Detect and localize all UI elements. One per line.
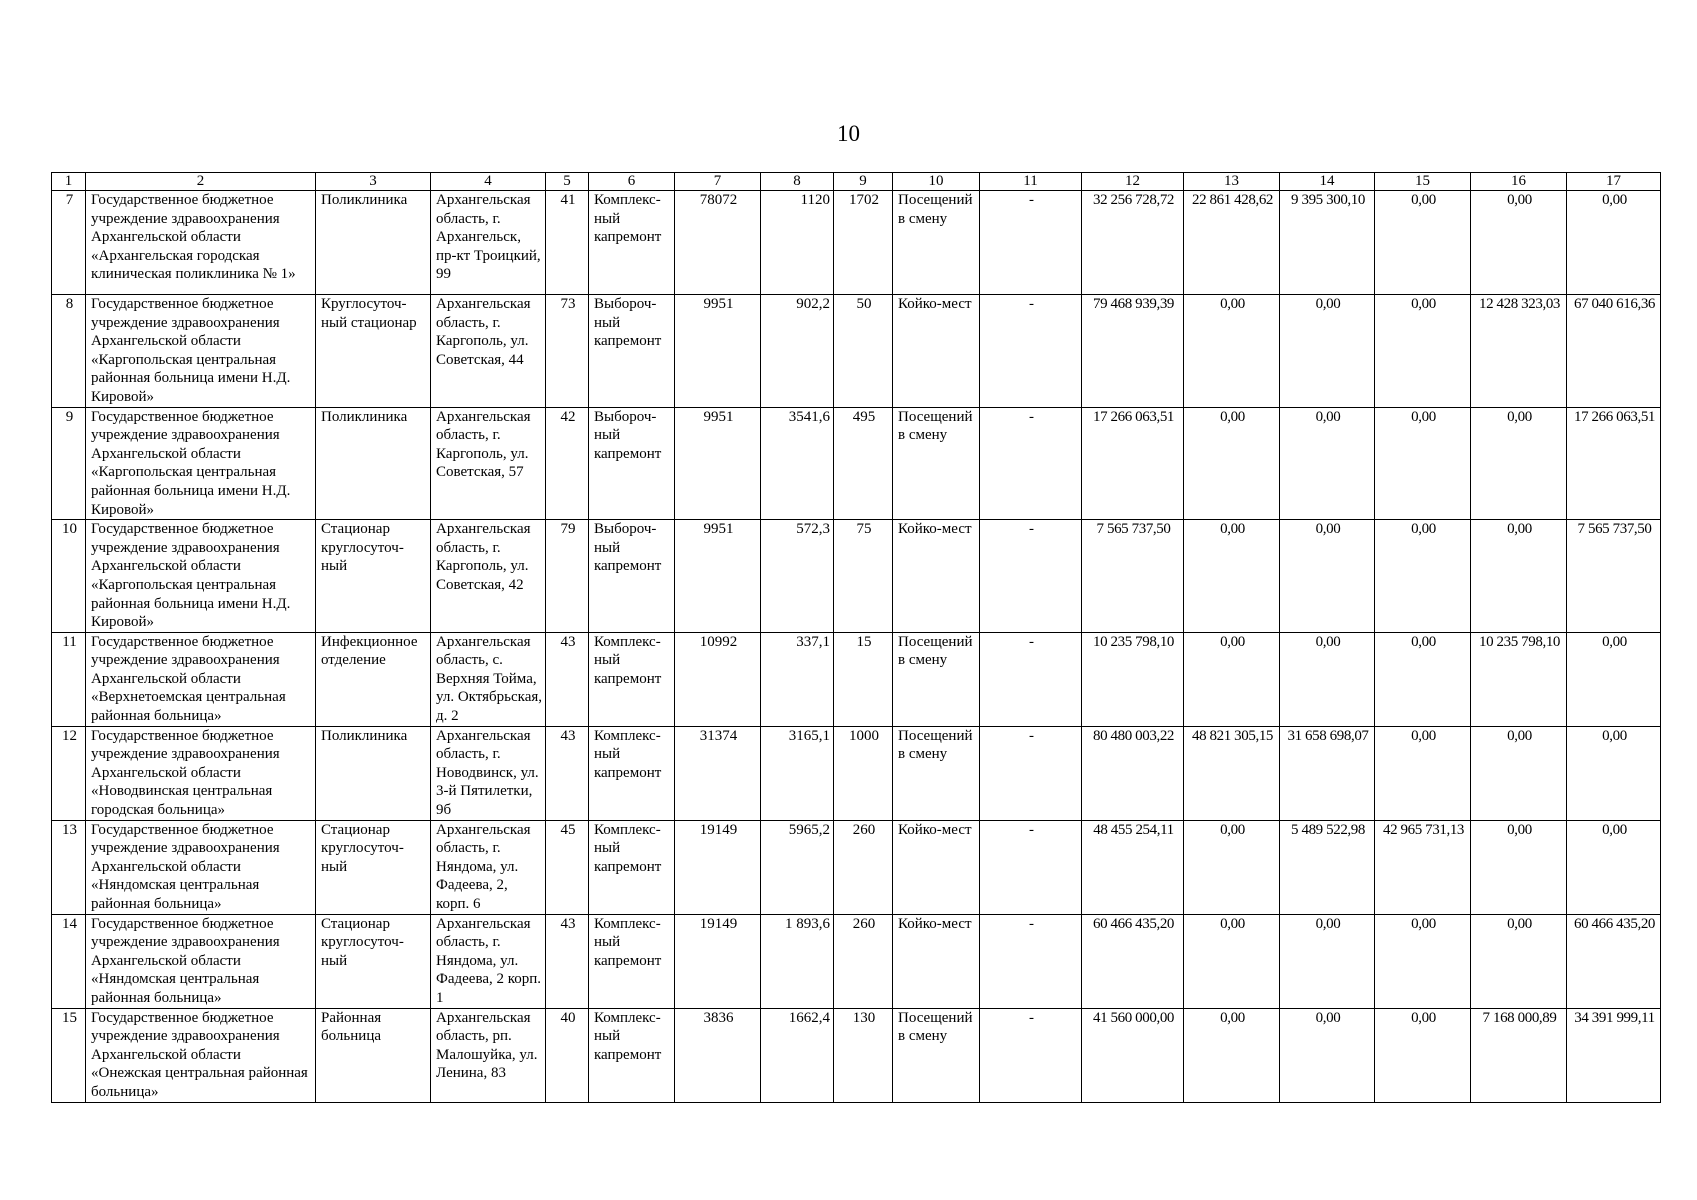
table-cell: 0,00 [1375,295,1471,408]
table-cell: 0,00 [1280,632,1375,726]
table-cell: Комплекс-ный капремонт [589,191,675,295]
table-cell: Поликлиника [316,726,431,820]
column-header: 3 [316,173,431,191]
table-cell: 572,3 [761,520,834,633]
table-cell: 5965,2 [761,820,834,914]
table-cell: 0,00 [1184,407,1280,520]
table-cell: 0,00 [1375,407,1471,520]
table-cell: 60 466 435,20 [1567,914,1661,1008]
table-cell: 1702 [834,191,893,295]
table-cell: Комплекс-ный капремонт [589,914,675,1008]
column-header: 17 [1567,173,1661,191]
table-cell: 43 [546,914,589,1008]
table-cell: 260 [834,914,893,1008]
table-cell: 7 168 000,89 [1471,1008,1567,1102]
table-cell: 41 560 000,00 [1082,1008,1184,1102]
table-cell: 13 [52,820,86,914]
table-cell: 0,00 [1184,820,1280,914]
table-cell: - [980,191,1082,295]
table-row [52,1008,1661,1102]
table-row [52,914,1661,1008]
table-cell: Государственное бюджетное учреждение здравоохранения Архангельской области «Новодвинская центральная городская больница» [86,726,316,820]
table-cell: 9 395 300,10 [1280,191,1375,295]
table-cell: 0,00 [1184,914,1280,1008]
column-header: 7 [675,173,761,191]
table-cell: - [980,407,1082,520]
table-cell: Архангельская область, г. Каргополь, ул. Советская, 57 [431,407,546,520]
table-cell: 0,00 [1280,914,1375,1008]
page-number: 10 [837,121,860,146]
table-cell: Комплекс-ный капремонт [589,632,675,726]
table-cell: 1 893,6 [761,914,834,1008]
table-cell: 15 [834,632,893,726]
table-cell: 60 466 435,20 [1082,914,1184,1008]
table-cell: Посещений в смену [893,191,980,295]
table-cell: 0,00 [1375,1008,1471,1102]
table-cell: Архангельская область, г. Архангельск, пр-кт Троицкий, 99 [431,191,546,295]
table-cell: Посещений в смену [893,1008,980,1102]
table-cell: Государственное бюджетное учреждение здравоохранения Архангельской области «Каргопольская центральная районная больница имени Н.Д. Кировой» [86,407,316,520]
table-cell: 9951 [675,295,761,408]
table-cell: - [980,295,1082,408]
table-cell: 1662,4 [761,1008,834,1102]
table-cell: 0,00 [1471,820,1567,914]
table-cell: 0,00 [1184,295,1280,408]
table-cell: 43 [546,726,589,820]
column-header: 1 [52,173,86,191]
capital-repair-table [51,172,1661,1103]
table-row [52,407,1661,520]
table-cell: Архангельская область, рп. Малошуйка, ул. Ленина, 83 [431,1008,546,1102]
table-cell: 0,00 [1375,726,1471,820]
table-cell: 0,00 [1280,520,1375,633]
table-cell: Койко-мест [893,520,980,633]
table-cell: Посещений в смену [893,407,980,520]
table-cell: 7 565 737,50 [1567,520,1661,633]
table-cell: 22 861 428,62 [1184,191,1280,295]
table-cell: 48 455 254,11 [1082,820,1184,914]
table-cell: 0,00 [1567,726,1661,820]
column-header: 9 [834,173,893,191]
table-cell: 3165,1 [761,726,834,820]
table-cell: 79 [546,520,589,633]
table-cell: 31374 [675,726,761,820]
table-cell: Государственное бюджетное учреждение здравоохранения Архангельской области «Каргопольская центральная районная больница имени Н.Д. Кировой» [86,295,316,408]
table-cell: 0,00 [1375,520,1471,633]
table-cell: Комплекс-ный капремонт [589,1008,675,1102]
table-cell: 0,00 [1184,632,1280,726]
table-cell: Стационар круглосуточ-ный [316,820,431,914]
table-cell: 10 235 798,10 [1082,632,1184,726]
column-header: 2 [86,173,316,191]
table-cell: 73 [546,295,589,408]
table-cell: - [980,726,1082,820]
table-cell: 260 [834,820,893,914]
column-header: 16 [1471,173,1567,191]
table-cell: Посещений в смену [893,632,980,726]
table-cell: 19149 [675,914,761,1008]
table-cell: Архангельская область, г. Каргополь, ул. Советская, 44 [431,295,546,408]
table-cell: Государственное бюджетное учреждение здравоохранения Архангельской области «Няндомская центральная районная больница» [86,914,316,1008]
table-cell: 0,00 [1184,1008,1280,1102]
table-cell: Районная больница [316,1008,431,1102]
table-cell: 0,00 [1375,914,1471,1008]
table-cell: 0,00 [1471,407,1567,520]
table-cell: 15 [52,1008,86,1102]
table-cell: Выбороч-ный капремонт [589,407,675,520]
table-cell: 9951 [675,520,761,633]
column-header: 15 [1375,173,1471,191]
table-cell: 48 821 305,15 [1184,726,1280,820]
column-header: 10 [893,173,980,191]
table-cell: Архангельская область, г. Няндома, ул. Фадеева, 2 корп. 1 [431,914,546,1008]
table-row [52,726,1661,820]
table-cell: 3836 [675,1008,761,1102]
table-cell: Государственное бюджетное учреждение здравоохранения Архангельской области «Верхнетоемская центральная районная больница» [86,632,316,726]
table-cell: 8 [52,295,86,408]
table-cell: 0,00 [1375,632,1471,726]
table-cell: - [980,914,1082,1008]
table-cell: Архангельская область, с. Верхняя Тойма, ул. Октябрьская, д. 2 [431,632,546,726]
table-cell: Государственное бюджетное учреждение здравоохранения Архангельской области «Архангельская городская клиническая поликлиника № 1» [86,191,316,295]
table-cell: 902,2 [761,295,834,408]
table-cell: 337,1 [761,632,834,726]
table-cell: - [980,520,1082,633]
table-cell: 11 [52,632,86,726]
column-header: 5 [546,173,589,191]
table-cell: Государственное бюджетное учреждение здравоохранения Архангельской области «Няндомская центральная районная больница» [86,820,316,914]
table-cell: 10 [52,520,86,633]
table-cell: 78072 [675,191,761,295]
column-header: 8 [761,173,834,191]
table-cell: 0,00 [1280,1008,1375,1102]
table-cell: 32 256 728,72 [1082,191,1184,295]
table-cell: 1000 [834,726,893,820]
header-row [52,173,1661,191]
table-cell: 130 [834,1008,893,1102]
table-cell: 17 266 063,51 [1567,407,1661,520]
column-header: 14 [1280,173,1375,191]
table-cell: 0,00 [1471,914,1567,1008]
table-cell: Койко-мест [893,914,980,1008]
table-cell: 50 [834,295,893,408]
table-cell: 0,00 [1567,191,1661,295]
table-row [52,632,1661,726]
column-header: 6 [589,173,675,191]
table-row [52,191,1661,295]
table-cell: 14 [52,914,86,1008]
table-cell: Архангельская область, г. Каргополь, ул. Советская, 42 [431,520,546,633]
table-cell: 0,00 [1567,820,1661,914]
table-cell: 0,00 [1567,632,1661,726]
table-cell: 1120 [761,191,834,295]
table-cell: Выбороч-ный капремонт [589,295,675,408]
table-cell: 0,00 [1184,520,1280,633]
table-cell: Архангельская область, г. Новодвинск, ул. 3-й Пятилетки, 9б [431,726,546,820]
table-cell: 0,00 [1280,295,1375,408]
table-cell: 43 [546,632,589,726]
table-cell: 31 658 698,07 [1280,726,1375,820]
table-cell: 7 565 737,50 [1082,520,1184,633]
table-cell: 34 391 999,11 [1567,1008,1661,1102]
column-header: 4 [431,173,546,191]
table-cell: Комплекс-ный капремонт [589,726,675,820]
table-cell: 3541,6 [761,407,834,520]
table-cell: Стационар круглосуточ-ный [316,520,431,633]
table-cell: 9 [52,407,86,520]
table-cell: 0,00 [1471,520,1567,633]
table-cell: 0,00 [1471,726,1567,820]
table-cell: 12 [52,726,86,820]
table-cell: 67 040 616,36 [1567,295,1661,408]
table-cell: 45 [546,820,589,914]
table-cell: - [980,1008,1082,1102]
table-cell: 0,00 [1280,407,1375,520]
table-cell: Круглосуточ-ный стационар [316,295,431,408]
table-cell: Комплекс-ный капремонт [589,820,675,914]
table-row [52,520,1661,633]
table-cell: Койко-мест [893,295,980,408]
table-cell: Архангельская область, г. Няндома, ул. Фадеева, 2, корп. 6 [431,820,546,914]
table-cell: Государственное бюджетное учреждение здравоохранения Архангельской области «Каргопольская центральная районная больница имени Н.Д. Кировой» [86,520,316,633]
table-cell: 495 [834,407,893,520]
table-row [52,295,1661,408]
table-cell: 17 266 063,51 [1082,407,1184,520]
table-cell: 42 [546,407,589,520]
column-header: 11 [980,173,1082,191]
table-cell: 75 [834,520,893,633]
table-cell: 41 [546,191,589,295]
table-cell: Инфекционное отделение [316,632,431,726]
column-header: 12 [1082,173,1184,191]
table-cell: Поликлиника [316,191,431,295]
table-cell: 0,00 [1375,191,1471,295]
table-cell: 40 [546,1008,589,1102]
table-row [52,820,1661,914]
table-cell: - [980,632,1082,726]
table-cell: Государственное бюджетное учреждение здравоохранения Архангельской области «Онежская центральная районная больница» [86,1008,316,1102]
table-cell: 0,00 [1471,191,1567,295]
table-cell: Койко-мест [893,820,980,914]
table-cell: 7 [52,191,86,295]
table-cell: 9951 [675,407,761,520]
table-cell: 12 428 323,03 [1471,295,1567,408]
table-cell: 19149 [675,820,761,914]
table-cell: Выбороч-ный капремонт [589,520,675,633]
table-cell: 79 468 939,39 [1082,295,1184,408]
table-cell: 80 480 003,22 [1082,726,1184,820]
column-header: 13 [1184,173,1280,191]
table-cell: 10 235 798,10 [1471,632,1567,726]
table-cell: - [980,820,1082,914]
table-cell: 42 965 731,13 [1375,820,1471,914]
table-cell: Поликлиника [316,407,431,520]
table-cell: Стационар круглосуточ-ный [316,914,431,1008]
table-cell: 10992 [675,632,761,726]
table-body [52,191,1661,1103]
table-cell: 5 489 522,98 [1280,820,1375,914]
table-cell: Посещений в смену [893,726,980,820]
